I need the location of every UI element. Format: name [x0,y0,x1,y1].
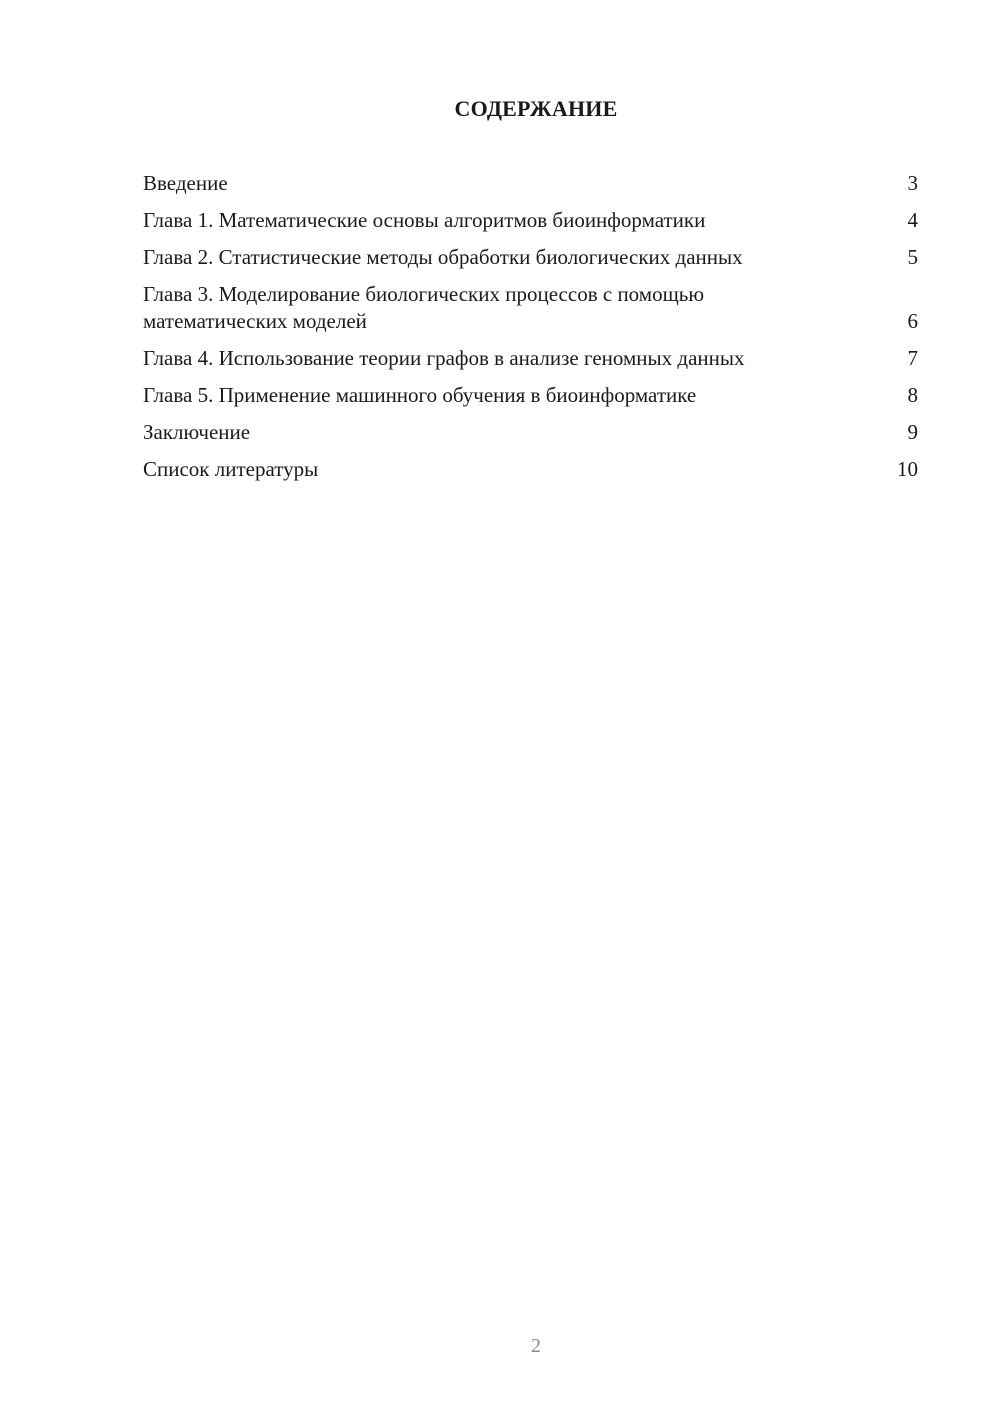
toc-entry-title: Глава 2. Статистические методы обработки биологических данных [143,245,743,269]
toc-entry-page: 9 [907,420,918,444]
page-number: 2 [531,1335,541,1357]
toc-entry-title: Список литературы [143,457,319,481]
toc-entry-title: Глава 5. Применение машинного обучения в биоинформатике [143,383,697,407]
toc-entry-chapter-1[interactable] [143,207,918,234]
toc-entry-page: 5 [907,245,918,269]
toc-entry-introduction[interactable] [143,170,918,197]
toc-entry-title: Глава 1. Математические основы алгоритмов биоинформатики [143,208,706,232]
toc-entry-page: 7 [907,346,918,370]
toc-entry-page: 3 [907,171,918,195]
toc-entry-title: Заключение [143,420,251,444]
toc-entry-references[interactable] [143,456,918,483]
toc-entry-title: Глава 4. Использование теории графов в анализе геномных данных [143,346,745,370]
table-of-contents [143,170,918,493]
toc-entry-chapter-4[interactable] [143,345,918,372]
toc-entry-page: 10 [897,457,918,481]
toc-entry-title: Глава 3. Моделирование биологических процессов с помощью математических моделей [143,282,705,333]
toc-entry-chapter-5[interactable] [143,382,918,409]
toc-entry-conclusion[interactable] [143,419,918,446]
toc-entry-page: 4 [907,208,918,232]
toc-entry-page: 8 [907,383,918,407]
toc-entry-title: Введение [143,171,228,195]
toc-heading: СОДЕРЖАНИЕ [454,96,618,121]
toc-entry-chapter-2[interactable] [143,244,918,271]
toc-entry-chapter-3[interactable] [143,281,918,335]
toc-entry-page: 6 [907,309,918,333]
